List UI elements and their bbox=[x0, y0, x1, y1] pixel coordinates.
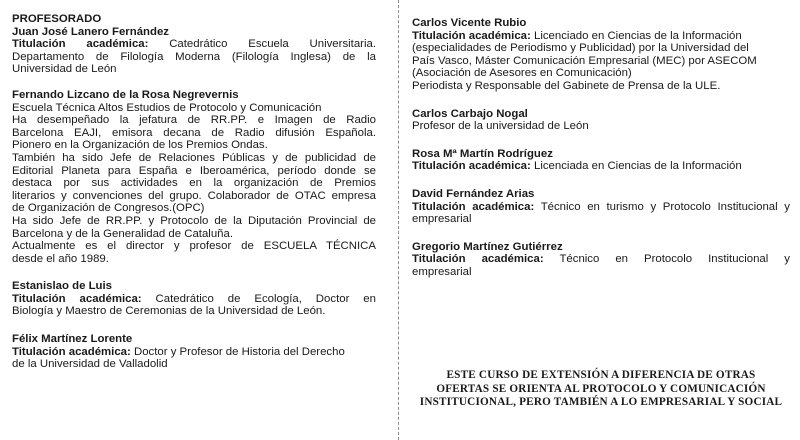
bio-line: Periodista y Responsable del Gabinete de Prensa de la ULE. bbox=[412, 79, 721, 92]
bio-line: Actualmente es el director y profesor de ESCUELA TÉCNICA bbox=[12, 240, 376, 253]
bio-line: Editorial Planeta para España e Iberoamérica, período donde se bbox=[12, 164, 376, 177]
bio-line: Barcelona EAJI, emisora decana de Radio difusión Española. bbox=[12, 126, 376, 139]
title-text: Licenciada en Ciencias de la Información bbox=[533, 160, 742, 173]
bio-line: (Asociación de Asesores en Comunicación) bbox=[412, 67, 632, 80]
title-label: Titulación académica: bbox=[412, 200, 535, 213]
professor-title bbox=[12, 346, 376, 359]
bio-line: destaca por sus actividades en la organización de Premios bbox=[12, 177, 376, 190]
right-column bbox=[412, 17, 790, 279]
course-note-line: OFERTAS SE ORIENTA AL PROTOCOLO Y COMUNICACIÓN bbox=[436, 382, 766, 395]
title-text: Doctor y Profesor de Historia del Derecho bbox=[133, 345, 345, 358]
professor-detail: empresarial bbox=[412, 265, 472, 278]
column-divider bbox=[398, 0, 399, 440]
professor-lanero bbox=[12, 26, 376, 76]
title-text: Técnico en Protocolo Institucional y bbox=[559, 253, 790, 266]
professor-name: Félix Martínez Lorente bbox=[12, 333, 133, 346]
professor-title bbox=[12, 293, 376, 306]
bio-line: Escuela Técnica Altos Estudios de Protocolo y Comunicación bbox=[12, 101, 322, 114]
professor-martinez-gutierrez bbox=[412, 241, 790, 279]
professor-detail: empresarial bbox=[412, 213, 472, 226]
professor-name: Gregorio Martínez Gutiérrez bbox=[412, 240, 563, 253]
professor-name: Carlos Vicente Rubio bbox=[412, 17, 527, 29]
professor-name: David Fernández Arias bbox=[412, 187, 535, 200]
professor-title bbox=[412, 201, 790, 214]
course-note-line: INSTITUCIONAL, PERO TAMBIÉN A LO EMPRESARIAL Y SOCIAL bbox=[419, 396, 783, 408]
bio-line: de Organización de Congresos.(OPC) bbox=[12, 202, 205, 215]
bio-line: literarios y convenciones del grupo. Colaborador de OTAC empresa bbox=[12, 189, 376, 202]
professor-detail: Biología y Maestro de Ceremonias de la Universidad de León. bbox=[12, 305, 326, 318]
title-text: Licenciado en Ciencias de la Información bbox=[533, 29, 742, 42]
bio-line: Ha sido Jefe de RR.PP. y Protocolo de la Diputación Provincial de bbox=[12, 214, 376, 227]
professor-detail: Universidad de León bbox=[12, 63, 117, 76]
professor-de-luis bbox=[12, 280, 376, 318]
professor-name: Juan José Lanero Fernández bbox=[12, 25, 169, 38]
bio-line: País Vasco, Máster Comunicación Empresarial (MEC) por ASECOM bbox=[412, 54, 757, 67]
section-heading: PROFESORADO bbox=[12, 13, 102, 25]
professor-vicente bbox=[412, 17, 790, 93]
bio-line: desde el año 1989. bbox=[12, 252, 109, 265]
course-note-line: ESTE CURSO DE EXTENSIÓN A DIFERENCIA DE OTRAS bbox=[446, 369, 756, 381]
professor-title bbox=[12, 38, 376, 51]
professor-name: Rosa Mª Martín Rodríguez bbox=[412, 147, 553, 160]
title-label: Titulación académica: bbox=[412, 160, 531, 173]
professor-carbajo bbox=[412, 108, 790, 133]
professor-title bbox=[412, 30, 790, 43]
title-label: Titulación académica: bbox=[12, 345, 131, 358]
professor-fernandez-arias bbox=[412, 188, 790, 226]
professor-name: Estanislao de Luis bbox=[12, 280, 113, 293]
title-label: Titulación académica: bbox=[12, 292, 142, 305]
title-label: Titulación académica: bbox=[412, 253, 544, 266]
bio-line: También ha sido Jefe de Relaciones Públicas y de publicidad de bbox=[12, 151, 376, 164]
professor-name: Fernando Lizcano de la Rosa Negrevernis bbox=[12, 88, 239, 101]
professor-detail: de la Universidad de Valladolid bbox=[12, 358, 168, 371]
left-column bbox=[12, 13, 376, 371]
professor-lizcano bbox=[12, 89, 376, 265]
professor-martinez-lorente bbox=[12, 333, 376, 371]
title-label: Titulación académica: bbox=[412, 29, 531, 42]
bio-line: Pionero en la Organización de los Premios Ondas. bbox=[12, 139, 268, 152]
professor-title bbox=[412, 253, 790, 266]
professor-name: Carlos Carbajo Nogal bbox=[412, 107, 528, 120]
professor-martin-rodriguez bbox=[412, 148, 790, 173]
bio-line: Ha desempeñado la jefatura de RR.PP. e Imagen de Radio bbox=[12, 114, 376, 127]
professor-detail: Profesor de la universidad de León bbox=[412, 120, 589, 133]
title-text: Catedrático Escuela Universitaria. bbox=[169, 38, 376, 51]
title-label: Titulación académica: bbox=[12, 38, 149, 51]
title-text: Catedrático de Ecología, Doctor en bbox=[155, 292, 376, 305]
title-text: Técnico en turismo y Protocolo Institucional y bbox=[540, 200, 790, 213]
bio-line: Barcelona y de la Generalidad de Cataluña. bbox=[12, 227, 233, 240]
professor-title bbox=[412, 160, 790, 173]
professor-detail: Departamento de Filología Moderna (Filología Inglesa) de la bbox=[12, 50, 376, 63]
bio-line: (especialidades de Periodismo y Publicidad) por la Universidad del bbox=[412, 42, 749, 55]
course-note bbox=[412, 369, 790, 410]
